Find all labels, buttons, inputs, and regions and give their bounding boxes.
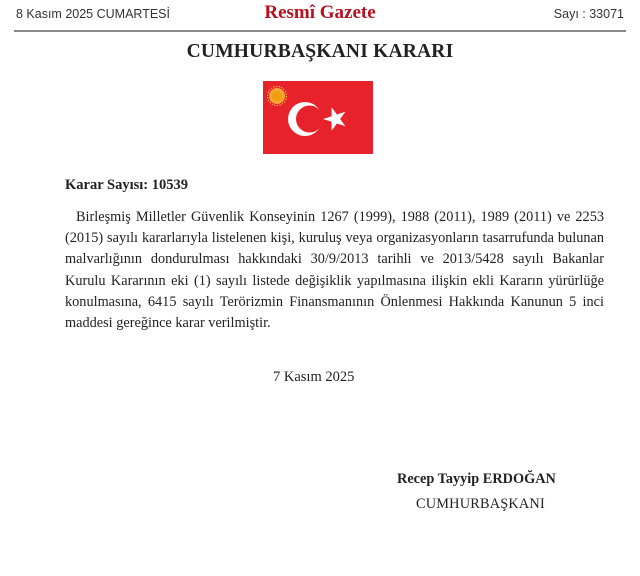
document-title: CUMHURBAŞKANI KARARI [186, 41, 454, 62]
signer-title: CUMHURBAŞKANI [416, 496, 545, 512]
publication-name: Resmî Gazete [264, 2, 376, 23]
decision-body: Birleşmiş Milletler Güvenlik Konseyinin 1267 (1999), 1988 (2011), 1989 (2011) ve 2253 (2015) sayılı kararlarıyla listelenen kişi, kuruluş veya organizasyonların tasarrufunda bulunan malvarlığının dondurulması hakkındaki 30/9/2013 tarihli ve 2013/5428 sayılı Bakanlar Kurulu Kararının eki (1) sayılı listede değişiklik yapılmasına ilişkin ekli Kararın yürürlüğe konulmasına, 6415 sayılı Terörizmin Finansmanının Önlenmesi Hakkında Kanunun 5 inci maddesi gereğince karar verilmiştir. [65, 209, 604, 332]
issue-number: Sayı : 33071 [553, 7, 624, 21]
publication-date: 8 Kasım 2025 CUMARTESİ [16, 7, 170, 21]
gazette-header [14, 0, 626, 32]
turkish-flag-icon [263, 81, 373, 154]
signer-name: Recep Tayyip ERDOĞAN [397, 471, 556, 487]
decision-date: 7 Kasım 2025 [273, 369, 355, 385]
decision-number: Karar Sayısı: 10539 [65, 177, 188, 193]
